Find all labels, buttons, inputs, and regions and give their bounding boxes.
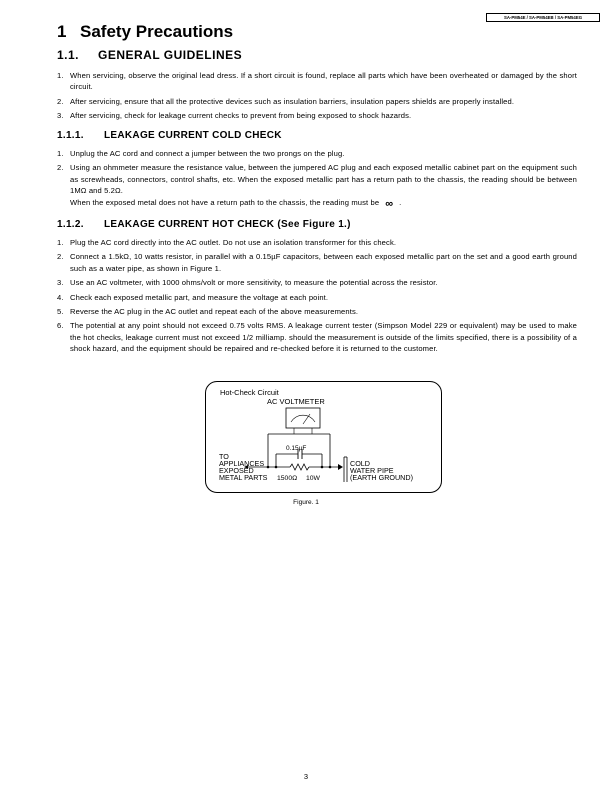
junction-right-outer	[329, 466, 332, 469]
list-item-number: 3.	[57, 111, 64, 121]
junction-left-inner	[275, 466, 278, 469]
list-item-number: 1.	[57, 149, 64, 158]
ground-label-line-2: WATER PIPE	[350, 466, 394, 475]
list-item	[57, 237, 577, 248]
cold-check-note	[57, 197, 577, 210]
list-item	[57, 320, 577, 354]
list-item-text: Using an ohmmeter measure the resistance value, between the jumpered AC plug and each exposed metallic cabinet part on the equipment such as screwheads, connectors, control shafts, etc. When the exposed metallic part has a return path to the chassis, the reading should be between 1MΩ and 5.2Ω.	[70, 163, 577, 196]
appliance-label-line-2: APPLIANCES	[219, 459, 265, 468]
hot-check-circuit-diagram	[206, 382, 441, 492]
capacitor-label: 0.15µF	[286, 445, 307, 452]
list-item	[57, 162, 577, 196]
general-guidelines-list	[57, 70, 577, 125]
general-guidelines-title: GENERAL GUIDELINES	[98, 48, 243, 62]
cold-check-list	[57, 148, 577, 210]
appliance-label	[219, 452, 268, 482]
cold-check-note-text: When the exposed metal does not have a return path to the chassis, the reading must be	[70, 197, 380, 207]
cold-check-items	[57, 148, 577, 197]
list-item-text: Plug the AC cord directly into the AC outlet. Do not use an isolation transformer for this check.	[70, 238, 397, 247]
resistor-symbol	[290, 464, 309, 470]
ground-label-line-1: COLD	[350, 459, 370, 468]
hot-check-list	[57, 237, 577, 358]
list-item	[57, 70, 577, 93]
arrow-to-water-pipe	[338, 464, 343, 470]
list-item-text: The potential at any point should not exceed 0.75 volts RMS. A leakage current tester (Simpson Model 229 or equivalent) may be used to make the hot checks, leakage current must not exceed 1/2 milliamp. should the measurement is outside of the limits specified, there is a possibility of a shock hazard, and the equipment should be repaired and re-checked before it is returned to the customer.	[70, 321, 577, 354]
list-item	[57, 110, 577, 121]
hot-check-number: 1.1.2.	[57, 219, 84, 230]
list-item-text: Unplug the AC cord and connect a jumper between the two prongs on the plug.	[70, 149, 345, 158]
list-item	[57, 251, 577, 274]
junction-left-outer	[267, 466, 270, 469]
list-item-text: Use an AC voltmeter, with 1000 ohms/volt or more sensitivity, to measure the potential across the resistor.	[70, 278, 438, 288]
cold-check-number: 1.1.1.	[57, 130, 84, 141]
list-item	[57, 277, 577, 288]
cold-check-note-end: .	[399, 197, 402, 207]
list-item-number: 1.	[57, 71, 64, 80]
resistor-label: 1500Ω	[277, 475, 298, 482]
section-number: 1	[57, 22, 67, 41]
list-item	[57, 292, 577, 303]
section-heading	[57, 22, 233, 42]
list-item	[57, 306, 577, 317]
cold-check-heading	[57, 130, 282, 141]
list-item-number: 2.	[57, 252, 64, 262]
list-item-text: After servicing, ensure that all the protective devices such as insulation barriers, insulation papers shields are properly installed.	[70, 96, 515, 106]
hot-check-heading	[57, 219, 351, 230]
meter-label: AC VOLTMETER	[267, 397, 325, 406]
list-item-text: When servicing, observe the original lead dress. If a short circuit is found, replace all parts which have been overheated or damaged by the short circuit.	[70, 71, 577, 92]
ground-label	[350, 459, 413, 482]
list-item	[57, 96, 577, 107]
list-item-number: 5.	[57, 307, 64, 317]
wattage-label: 10W	[306, 475, 320, 482]
infinity-symbol: ∞	[385, 197, 394, 210]
list-item-text: Connect a 1.5kΩ, 10 watts resistor, in parallel with a 0.15µF capacitors, between each exposed metallic part on the set and a good earth ground such as a water pipe, as shown in Figure 1.	[70, 252, 577, 273]
list-item-number: 4.	[57, 292, 64, 302]
voltmeter-body	[286, 408, 320, 428]
list-item-text: After servicing, check for leakage current checks to prevent from being exposed to shock hazards.	[70, 111, 412, 121]
page-number: 3	[303, 772, 309, 781]
list-item-number: 2.	[57, 96, 64, 106]
list-item-number: 3.	[57, 278, 64, 288]
ground-label-line-3: (EARTH GROUND)	[350, 473, 413, 482]
appliance-label-line-3: EXPOSED	[219, 466, 254, 475]
hot-check-circuit-figure	[205, 381, 442, 493]
general-guidelines-number: 1.1.	[57, 48, 80, 62]
list-item-text: Check each exposed metallic part, and measure the voltage at each point.	[70, 292, 329, 302]
figure-caption: Figure. 1	[293, 499, 319, 506]
general-guidelines-heading	[57, 48, 242, 62]
appliance-label-line-1: TO	[219, 452, 229, 461]
list-item-number: 2.	[57, 163, 64, 173]
appliance-label-line-4: METAL PARTS	[219, 473, 268, 482]
model-number-box: SA-PM54E / SA-PM54EB / SA-PM54EG	[486, 13, 600, 22]
section-title: Safety Precautions	[80, 22, 234, 41]
cold-check-title: LEAKAGE CURRENT COLD CHECK	[104, 130, 282, 141]
hot-check-title: LEAKAGE CURRENT HOT CHECK (See Figure 1.)	[104, 219, 351, 230]
figure-title: Hot-Check Circuit	[220, 388, 279, 397]
list-item-number: 6.	[57, 321, 64, 331]
list-item-number: 1.	[57, 238, 64, 247]
junction-right-inner	[321, 466, 324, 469]
list-item-text: Reverse the AC plug in the AC outlet and repeat each of the above measurements.	[70, 307, 359, 317]
list-item	[57, 148, 577, 159]
